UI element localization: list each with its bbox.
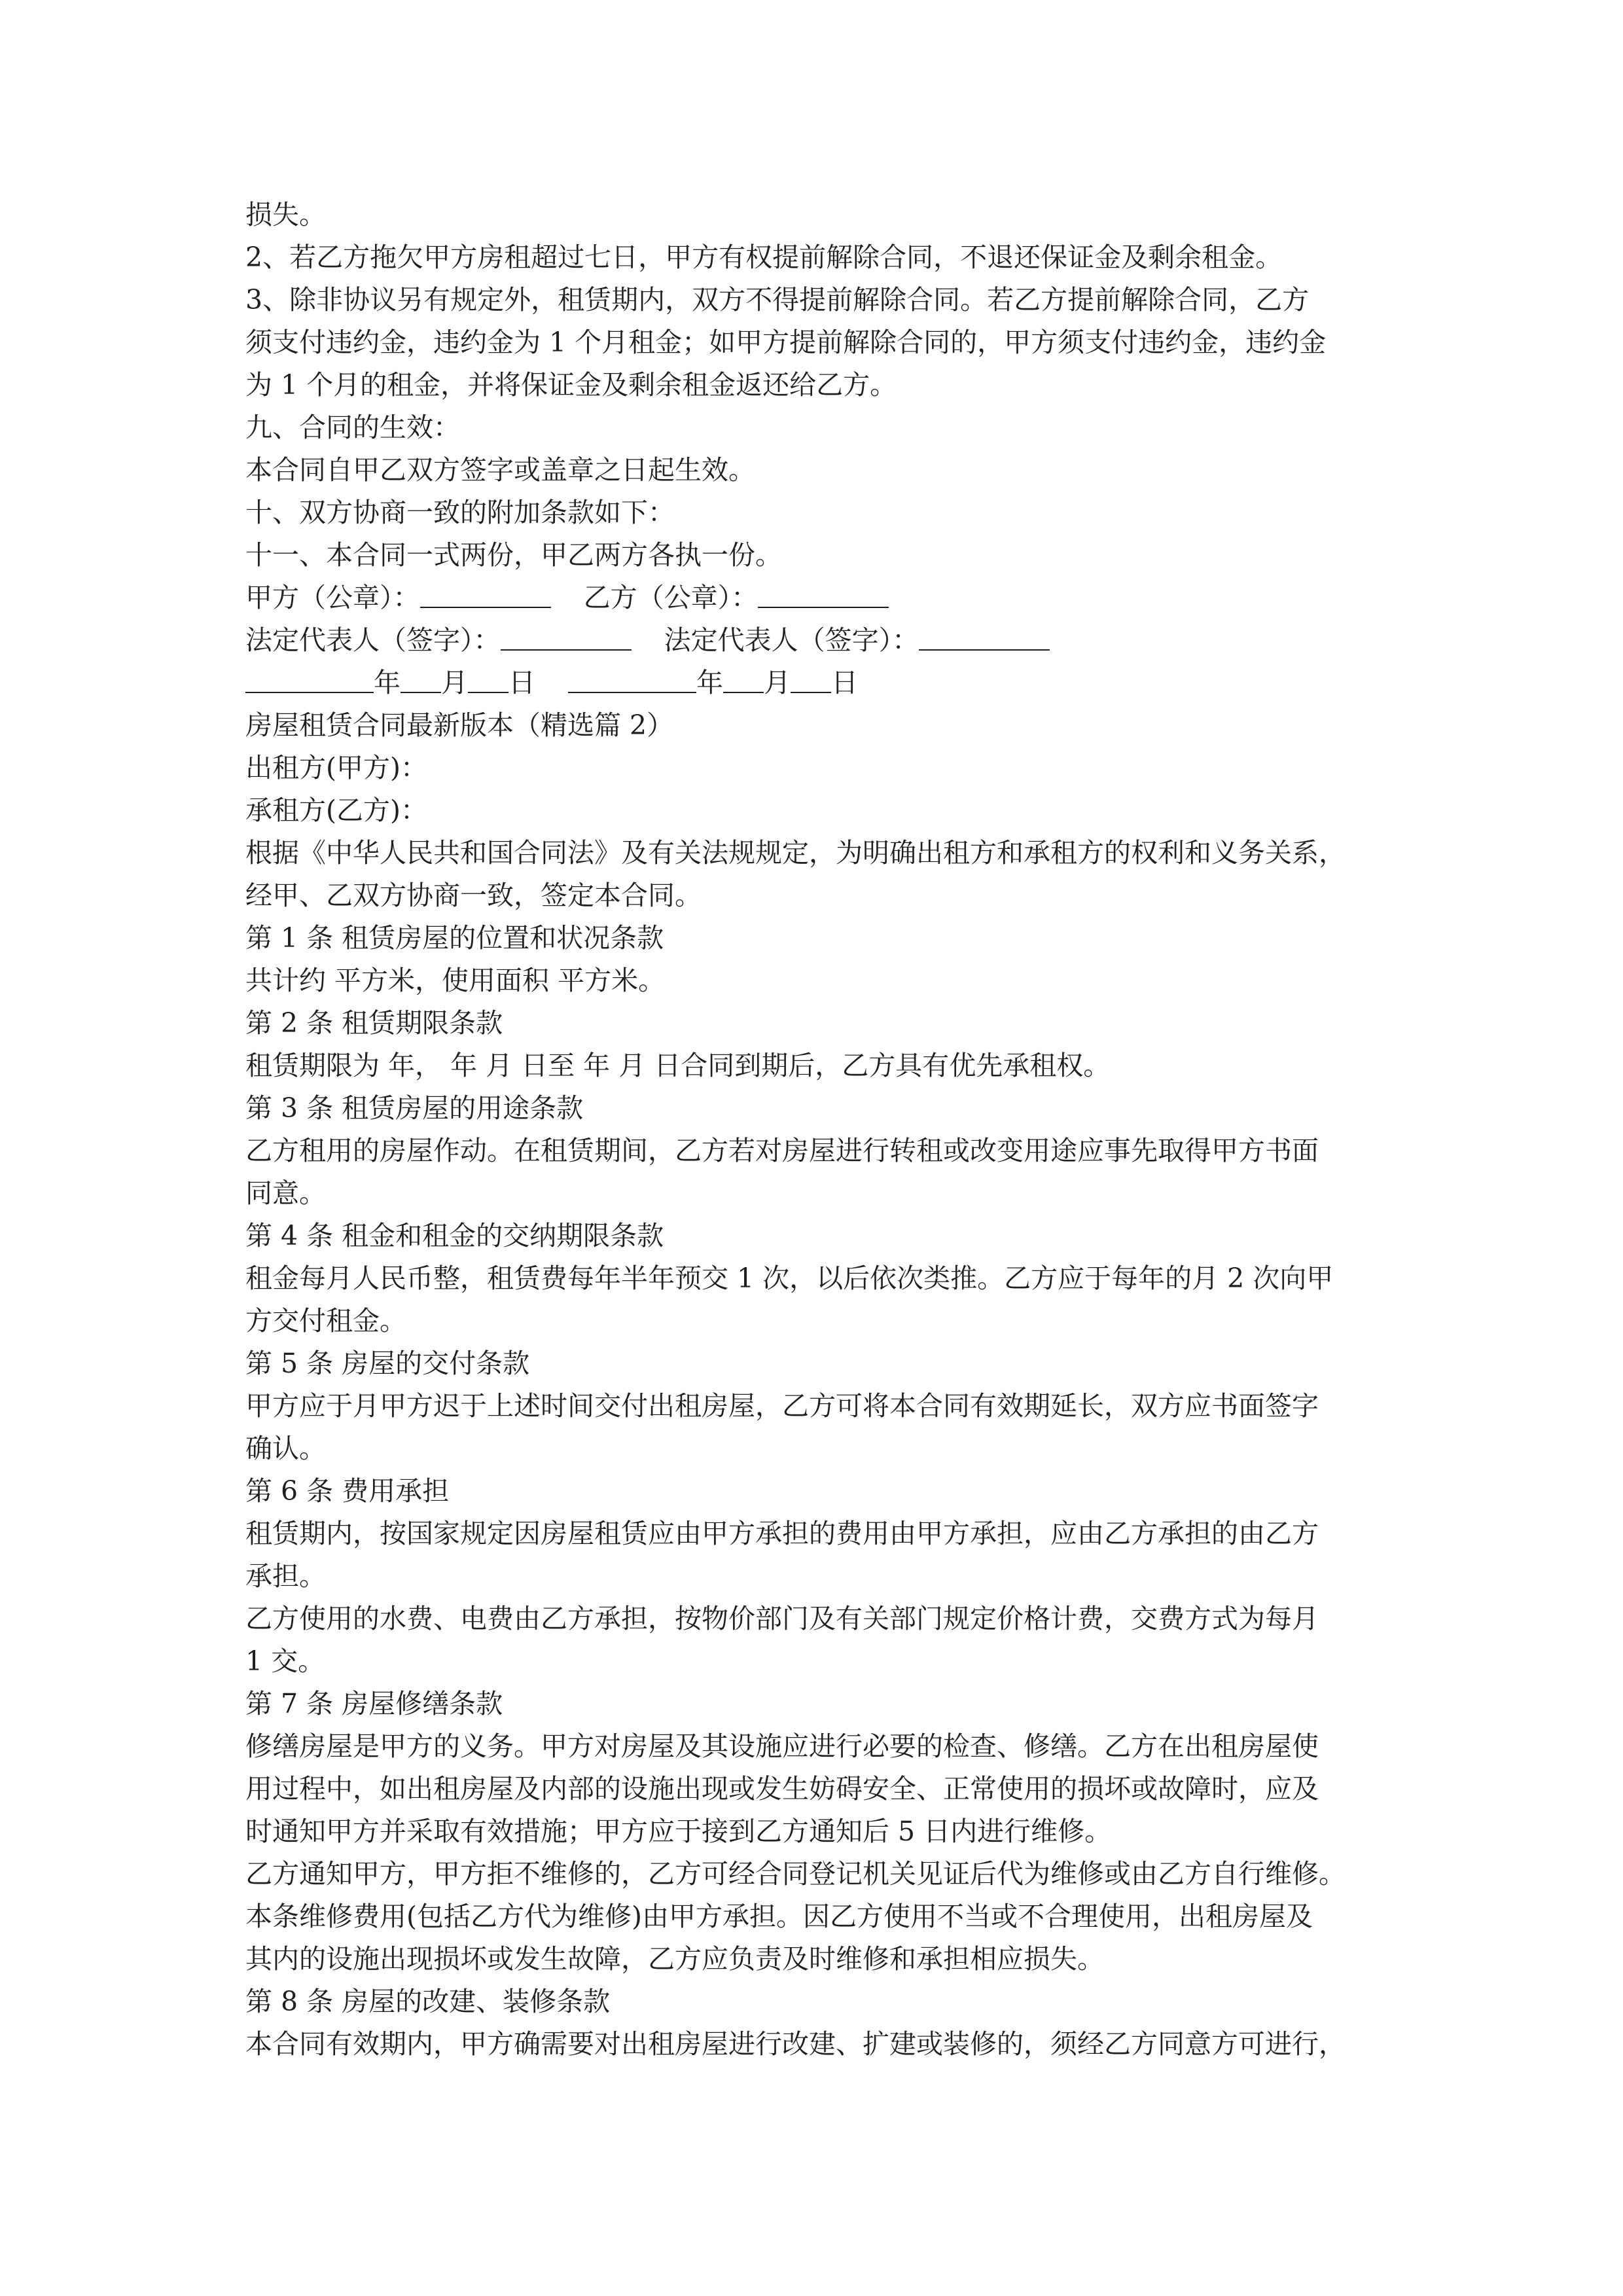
text-line: 共计约 平方米，使用面积 平方米。: [245, 965, 666, 996]
article-heading: 第 3 条 租赁房屋的用途条款: [245, 1092, 584, 1124]
date-b-month: 月: [764, 667, 791, 698]
text-line: 租赁期限为 年， 年 月 日至 年 月 日合同到期后，乙方具有优先承租权。: [245, 1050, 1111, 1081]
date-b-year: 年: [696, 667, 724, 698]
date-a-month-blank: [401, 662, 441, 693]
text-line: 出租方(甲方)：: [245, 752, 427, 783]
article-heading: 第 1 条 租赁房屋的位置和状况条款: [245, 922, 664, 954]
text-line: 乙方使用的水费、电费由乙方承担，按物价部门及有关部门规定价格计费，交费方式为每月: [245, 1603, 1319, 1634]
text-line: 1 交。: [245, 1645, 325, 1677]
seal-row: [245, 577, 1381, 619]
legal-rep-b-blank: [919, 619, 1050, 651]
legal-rep-a-blank: [501, 619, 632, 651]
legal-rep-a-label: 法定代表人（签字）：: [245, 624, 501, 656]
text-line: 乙方租用的房屋作动。在租赁期间，乙方若对房屋进行转租或改变用途应事先取得甲方书面: [245, 1135, 1319, 1166]
section-heading: 九、合同的生效：: [245, 412, 460, 443]
text-line: 租金每月人民币整，租赁费每年半年预交 1 次，以后依次类推。乙方应于每年的月 2 次向甲: [245, 1263, 1334, 1294]
party-a-seal-blank: [420, 577, 551, 608]
text-line: 十一、本合同一式两份，甲乙两方各执一份。: [245, 539, 782, 571]
legal-rep-row: [245, 619, 1381, 662]
document-title: 房屋租赁合同最新版本（精选篇 2）: [245, 709, 674, 741]
text-line: 甲方应于月甲方迟于上述时间交付出租房屋，乙方可将本合同有效期延长，双方应书面签字: [245, 1390, 1319, 1422]
text-line: 须支付违约金，违约金为 1 个月租金；如甲方提前解除合同的，甲方须支付违约金，违约金: [245, 327, 1327, 358]
text-line: 乙方通知甲方，甲方拒不维修的，乙方可经合同登记机关见证后代为维修或由乙方自行维修。: [245, 1858, 1346, 1890]
text-line: 3、除非协议另有规定外，租赁期内，双方不得提前解除合同。若乙方提前解除合同，乙方: [245, 284, 1310, 315]
text-line: 本条维修费用(包括乙方代为维修)由甲方承担。因乙方使用不当或不合理使用，出租房屋及: [245, 1901, 1313, 1932]
party-b-seal-blank: [758, 577, 889, 608]
date-a-year: 年: [374, 667, 401, 698]
date-b-day-blank: [791, 662, 831, 693]
date-a-day: 日: [508, 667, 535, 698]
text-line: 为 1 个月的租金，并将保证金及剩余租金返还给乙方。: [245, 369, 897, 401]
date-row: [245, 662, 1381, 704]
text-line: 修缮房屋是甲方的义务。甲方对房屋及其设施应进行必要的检查、修缮。乙方在出租房屋使: [245, 1731, 1319, 1762]
text-line: 其内的设施出现损坏或发生故障，乙方应负责及时维修和承担相应损失。: [245, 1943, 1104, 1975]
article-heading: 第 8 条 房屋的改建、装修条款: [245, 1986, 611, 2017]
text-line: 确认。: [245, 1433, 326, 1464]
article-heading: 第 7 条 房屋修缮条款: [245, 1688, 503, 1719]
text-line: 根据《中华人民共和国合同法》及有关法规规定，为明确出租方和承租方的权利和义务关系，: [245, 837, 1346, 869]
text-line: 承担。: [245, 1560, 326, 1592]
text-line: 用过程中，如出租房屋及内部的设施出现或发生妨碍安全、正常使用的损坏或故障时，应及: [245, 1773, 1319, 1804]
date-a-day-blank: [468, 662, 508, 693]
article-heading: 第 5 条 房屋的交付条款: [245, 1348, 530, 1379]
date-a-month: 月: [441, 667, 468, 698]
date-b-month-blank: [723, 662, 764, 693]
article-heading: 第 2 条 租赁期限条款: [245, 1007, 503, 1039]
text-line: 损失。: [245, 199, 326, 230]
text-line: 时通知甲方并采取有效措施；甲方应于接到乙方通知后 5 日内进行维修。: [245, 1816, 1112, 1847]
text-line: 租赁期内，按国家规定因房屋租赁应由甲方承担的费用由甲方承担，应由乙方承担的由乙方: [245, 1518, 1319, 1549]
date-b-day: 日: [831, 667, 859, 698]
party-b-seal-label: 乙方（公章）：: [583, 582, 758, 613]
article-heading: 第 6 条 费用承担: [245, 1475, 450, 1507]
text-line: 本合同自甲乙双方签字或盖章之日起生效。: [245, 454, 755, 486]
date-b-year-blank: [568, 662, 696, 693]
text-line: 承租方(乙方)：: [245, 795, 427, 826]
document-body: [245, 194, 1381, 2066]
legal-rep-b-label: 法定代表人（签字）：: [664, 624, 919, 656]
text-line: 经甲、乙双方协商一致，签定本合同。: [245, 880, 702, 911]
article-heading: 第 4 条 租金和租金的交纳期限条款: [245, 1220, 664, 1251]
date-a-year-blank: [245, 662, 374, 693]
text-line: 同意。: [245, 1177, 326, 1209]
text-line: 方交付租金。: [245, 1305, 406, 1336]
section-heading: 十、双方协商一致的附加条款如下：: [245, 497, 675, 528]
text-line: 2、若乙方拖欠甲方房租超过七日，甲方有权提前解除合同，不退还保证金及剩余租金。: [245, 242, 1283, 273]
text-line: 本合同有效期内，甲方确需要对出租房屋进行改建、扩建或装修的，须经乙方同意方可进行，: [245, 2028, 1346, 2060]
party-a-seal-label: 甲方（公章）：: [245, 582, 420, 613]
